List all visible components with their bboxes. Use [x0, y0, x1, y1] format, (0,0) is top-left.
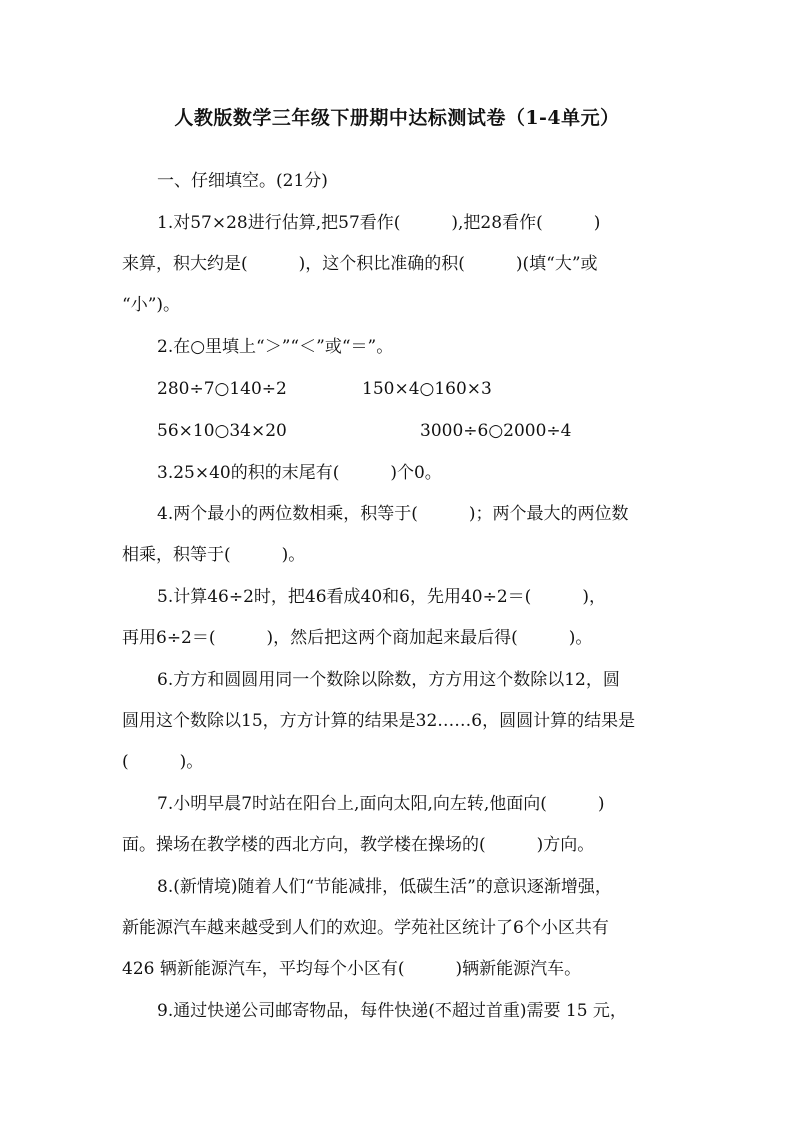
question-1-line-2: 来算，积大约是( )，这个积比准确的积( )(填“大”或 — [122, 254, 598, 274]
question-7-line-2: 面。操场在教学楼的西北方向，教学楼在操场的( )方向。 — [122, 835, 595, 855]
question-8-line-2: 新能源汽车越来越受到人们的欢迎。学苑社区统计了6个小区共有 — [122, 918, 609, 938]
question-6-line-2: 圆用这个数除以15，方方计算的结果是32……6，圆圆计算的结果是 — [122, 711, 636, 731]
question-2: 2.在○里填上“＞”“＜”或“＝”。 — [157, 337, 394, 357]
page-title: 人教版数学三年级下册期中达标测试卷（1-4单元） — [174, 107, 620, 129]
question-8-line-1: 8.(新情境)随着人们“节能减排，低碳生活”的意识逐渐增强， — [157, 877, 612, 897]
question-2-item-3: 56×10○34×20 — [157, 421, 287, 441]
question-7-line-1: 7.小明早晨7时站在阳台上,面向太阳,向左转,他面向( ) — [157, 794, 605, 814]
question-2-item-4: 3000÷6○2000÷4 — [420, 421, 572, 441]
question-9-line-1: 9.通过快递公司邮寄物品，每件快递(不超过首重)需要 15 元， — [157, 1001, 627, 1021]
question-2-item-1: 280÷7○140÷2 — [157, 379, 287, 399]
question-5-line-2: 再用6÷2＝( )，然后把这两个商加起来最后得( )。 — [122, 628, 593, 648]
question-1-line-3: “小”)。 — [122, 295, 181, 315]
question-4-line-2: 相乘，积等于( )。 — [122, 545, 306, 565]
question-5-line-1: 5.计算46÷2时，把46看成40和6，先用40÷2＝( )， — [157, 587, 606, 607]
question-4-line-1: 4.两个最小的两位数相乘，积等于( )；两个最大的两位数 — [157, 504, 629, 524]
question-8-line-3: 426 辆新能源汽车，平均每个小区有( )辆新能源汽车。 — [122, 959, 582, 979]
question-1-line-1: 1.对57×28进行估算,把57看作( ),把28看作( ) — [157, 213, 601, 233]
question-6-line-1: 6.方方和圆圆用同一个数除以除数，方方用这个数除以12，圆 — [157, 670, 620, 690]
question-2-item-2: 150×4○160×3 — [362, 379, 492, 399]
section-heading: 一、仔细填空。(21分) — [157, 171, 328, 191]
question-3: 3.25×40的积的末尾有( )个0。 — [157, 463, 442, 483]
question-6-line-3: ( )。 — [122, 752, 204, 772]
